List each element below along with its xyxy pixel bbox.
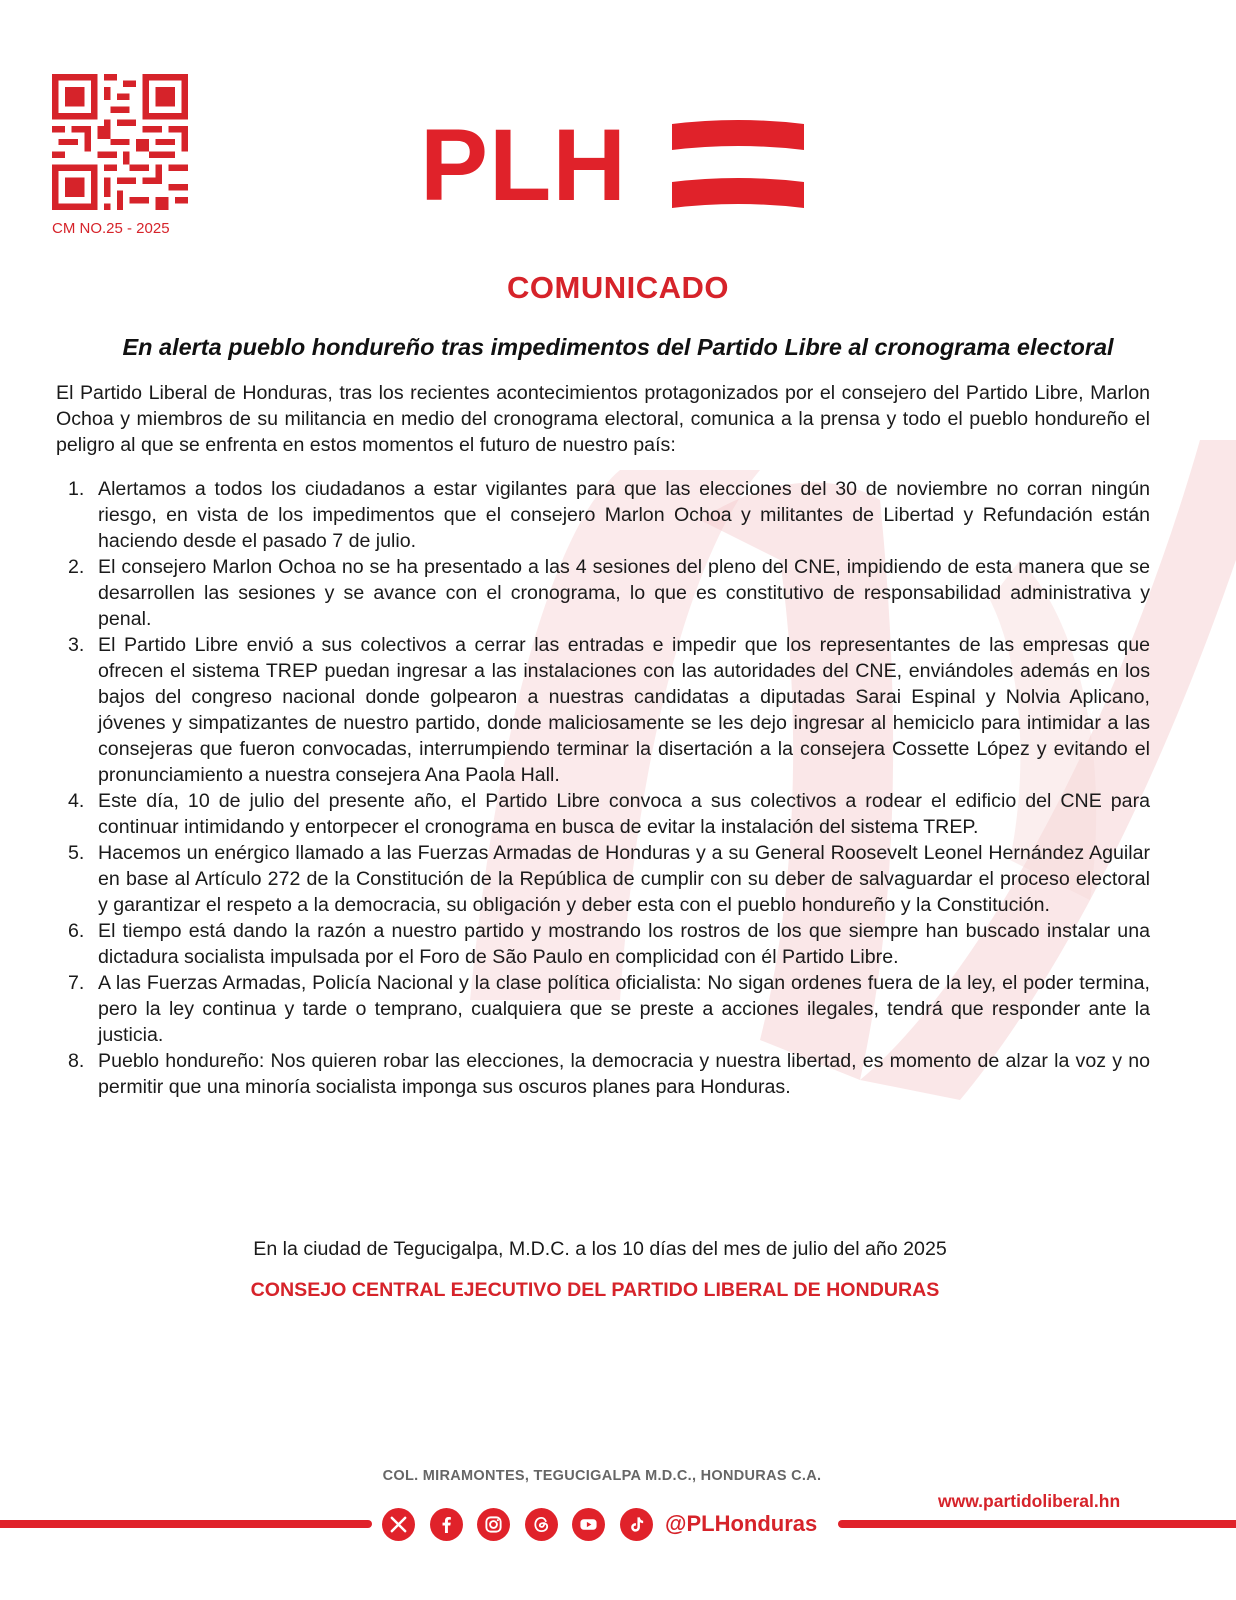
- facebook-icon[interactable]: [430, 1508, 463, 1541]
- website-link[interactable]: www.partidoliberal.hn: [938, 1491, 1121, 1511]
- logo-text: PLH: [420, 108, 627, 222]
- list-item-text: Hacemos un enérgico llamado a las Fuerzas Armadas de Honduras y a su General Roosevelt Leonel Hernández Aguilar en base al Artículo 272 de la Constitución de la República de cumplir con su deber de salvaguardar el proceso electoral y garantizar el respeto a la democracia, su obligación y deber esta con el pueblo hondureño y la Constitución.: [98, 842, 1150, 916]
- points-list: [56, 476, 1150, 1100]
- list-item: [56, 840, 1150, 918]
- list-item-text: Alertamos a todos los ciudadanos a estar vigilantes para que las elecciones del 30 de noviembre no corran ningún riesgo, en vista de los impedimentos que el consejero Marlon Ochoa y militantes de Libertad y Refundación están haciendo desde el pasado 7 de julio.: [98, 478, 1150, 552]
- list-item-text: El Partido Libre envió a sus colectivos a cerrar las entradas e impedir que los representantes de las empresas que ofrecen el sistema TREP puedan ingresar a las instalaciones con las autoridades del CNE, enviándoles además en los bajos del congreso nacional donde golpearon a nuestras candidatas a diputadas Sarai Espinal y Nolvia Aplicano, jóvenes y simpatizantes de nuestro partido, donde maliciosamente se les dejo ingresar al hemiciclo para intimidar a las consejeras que fueron convocadas, interrumpiendo terminar la disertación a la consejera Cossette López y evitando el pronunciamiento a nuestra consejera Ana Paola Hall.: [98, 634, 1150, 786]
- list-item-text: Pueblo hondureño: Nos quieren robar las elecciones, la democracia y nuestra libertad, es momento de alzar la voz y no permitir que una minoría socialista imponga sus oscuros planes para Honduras.: [98, 1050, 1150, 1098]
- footer-address: COL. MIRAMONTES, TEGUCIGALPA M.D.C., HONDURAS C.A.: [382, 1468, 822, 1484]
- list-item: [56, 476, 1150, 554]
- communique-number: CM NO.25 - 2025: [52, 220, 170, 237]
- youtube-icon[interactable]: [572, 1508, 605, 1541]
- document-subtitle: En alerta pueblo hondureño tras impedimentos del Partido Libre al cronograma electoral: [122, 334, 1114, 360]
- list-item-text: A las Fuerzas Armadas, Policía Nacional y la clase política oficialista: No sigan ordenes fuera de la ley, el poder termina, pero la ley continua y tarde o temprano, cualquiera que se preste a acciones ilegales, tendrá que responder ante la justicia.: [98, 972, 1150, 1046]
- list-item-number: 7.: [68, 972, 85, 994]
- tiktok-icon[interactable]: [620, 1508, 653, 1541]
- list-item: [56, 1048, 1150, 1100]
- list-item-number: 1.: [68, 478, 85, 500]
- plh-logo: [420, 110, 820, 220]
- footer-divider-left: [0, 1520, 372, 1528]
- list-item-number: 5.: [68, 842, 85, 864]
- list-item-text: El consejero Marlon Ochoa no se ha presentado a las 4 sesiones del pleno del CNE, impidiendo de esta manera que se desarrollen las sesiones y se avance con el cronograma, lo que es constitutivo de responsabilidad administrativa y penal.: [98, 556, 1150, 630]
- list-item: [56, 970, 1150, 1048]
- list-item: [56, 632, 1150, 788]
- intro-paragraph: El Partido Liberal de Honduras, tras los recientes acontecimientos protagonizados por el consejero del Partido Libre, Marlon Ochoa y miembros de su militancia en medio del cronograma electoral, comunica a la prensa y todo el pueblo hondureño el peligro al que se enfrenta en estos momentos el futuro de nuestro país:: [56, 382, 1150, 456]
- x-icon[interactable]: [382, 1508, 415, 1541]
- list-item-number: 2.: [68, 556, 85, 578]
- list-item: [56, 918, 1150, 970]
- flag-icon: [672, 120, 804, 212]
- list-item-number: 3.: [68, 634, 85, 656]
- footer-divider-right: [838, 1520, 1236, 1528]
- list-item-text: Este día, 10 de julio del presente año, el Partido Libre convoca a sus colectivos a rodear el edificio del CNE para continuar intimidando y entorpecer el cronograma en busca de evitar la instalación del sistema TREP.: [98, 790, 1150, 838]
- signature: CONSEJO CENTRAL EJECUTIVO DEL PARTIDO LIBERAL DE HONDURAS: [250, 1279, 940, 1301]
- social-handle[interactable]: @PLHonduras: [665, 1511, 818, 1536]
- list-item: [56, 554, 1150, 632]
- list-item: [56, 788, 1150, 840]
- document-title: COMUNICADO: [507, 270, 729, 305]
- qr-code: [52, 74, 188, 210]
- threads-icon[interactable]: [525, 1508, 558, 1541]
- instagram-icon[interactable]: [477, 1508, 510, 1541]
- social-links: [382, 1506, 817, 1542]
- list-item-text: El tiempo está dando la razón a nuestro partido y mostrando los rostros de los que siempre han buscado instalar una dictadura socialista impulsada por el Foro de São Paulo en complicidad con él Partido Libre.: [98, 920, 1150, 968]
- list-item-number: 8.: [68, 1050, 85, 1072]
- list-item-number: 6.: [68, 920, 85, 942]
- closing-line: En la ciudad de Tegucigalpa, M.D.C. a los 10 días del mes de julio del año 2025: [253, 1238, 947, 1260]
- list-item-number: 4.: [68, 790, 85, 812]
